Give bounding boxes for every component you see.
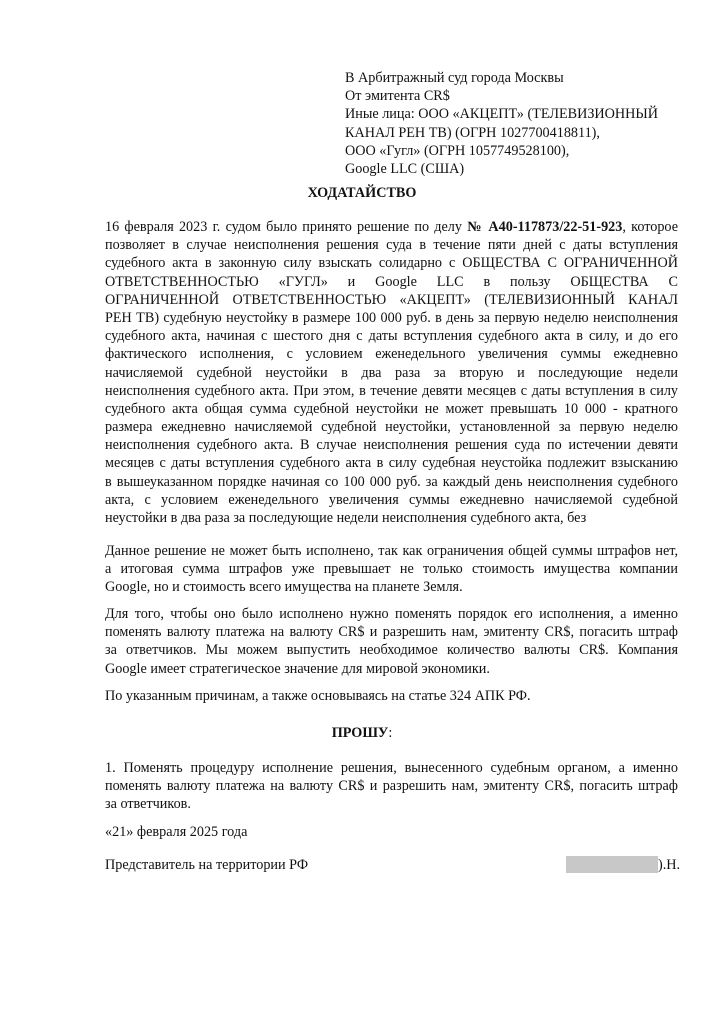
paragraph-line: неустойки в два раза за последующие недели неисполнения судебного акта, без	[105, 510, 587, 526]
paragraph-line: Для того, чтобы оно было исполнено нужно поменять порядок его исполнения, а именно	[105, 606, 678, 622]
document-title: ХОДАТАЙСТВО	[307, 185, 417, 201]
paragraph-legal-basis: По указанным причинам, а также основываясь на статье 324 АПК РФ.	[105, 688, 531, 704]
paragraph-line: Google имеет стратегическое значение для мировой экономики.	[105, 660, 490, 677]
paragraph-line: Данное решение не может быть исполнено, так как ограничения общей суммы штрафов нет,	[105, 543, 678, 559]
signature-label: Представитель на территории РФ	[105, 857, 309, 873]
paragraph-line	[105, 218, 678, 236]
signature-initials: ).Н.	[658, 857, 681, 873]
addressee-court: В Арбитражный суд города Москвы	[345, 70, 564, 86]
request-title	[0, 724, 724, 742]
paragraph-line: ОТВЕТСТВЕННОСТЬЮ «ГУГЛ» и Google LLC в пользу ОБЩЕСТВА С	[105, 273, 678, 290]
addressee-google-ru: ООО «Гугл» (ОГРН 1057749528100),	[345, 142, 570, 159]
paragraph-line: за ответчиков. Мы можем выпустить необходимое количество валюты CR$. Компания	[105, 642, 678, 659]
paragraph-line: Google, но и стоимость всего имущества на планете Земля.	[105, 579, 463, 596]
paragraph-line: неисполнения судебного акта. В случае неисполнения решения суда по истечении девяти	[105, 437, 678, 454]
request-title-colon: :	[388, 725, 393, 741]
paragraph-line: судебного акта общая сумма судебной неустойки не может превышать 10 000 - кратного	[105, 400, 678, 417]
paragraph-line: размера ежедневно начисляемой судебной неустойки, установленной за первую неделю	[105, 419, 678, 436]
paragraph-line: в вышеуказанном порядке начиная со 100 000 руб. за каждый день неисполнения судебного	[105, 473, 678, 490]
text-fragment: , которое	[622, 219, 678, 235]
paragraph-line: начисляемой судебной неустойки в два раза за вторую и последующие недели	[105, 364, 678, 381]
paragraph-decision	[105, 218, 678, 527]
paragraph-line: за ответчиков.	[105, 796, 191, 813]
paragraph-line: а итоговая сумма штрафов уже превышает не только стоимость имущества компании	[105, 561, 678, 578]
request-title-text: ПРОШУ	[331, 725, 389, 741]
text-fragment: 16 февраля 2023 г. судом было принято решение по делу	[105, 219, 468, 235]
addressee-from: От эмитента CR$	[345, 88, 450, 105]
addressee-other-parties: Иные лица: ООО «АКЦЕПТ» (ТЕЛЕВИЗИОННЫЙ	[345, 106, 659, 123]
paragraph-line: РЕН ТВ) судебную неустойку в размере 100 000 руб. в день за первую неделю неисполнения	[105, 309, 678, 326]
paragraph-line: 1. Поменять процедуру исполнение решения, вынесенного судебным органом, а именно	[105, 760, 678, 776]
paragraph-proposal	[105, 605, 678, 678]
document-date: «21» февраля 2025 года	[105, 824, 248, 840]
paragraph-line: судебного акта, начиная с шестого дня с даты вступления судебного акта в силу, и до его	[105, 328, 678, 345]
paragraph-line: месяцев с даты вступления судебного акта в силу судебная неустойка подлежит взысканию	[105, 455, 678, 472]
redacted-name	[566, 856, 658, 873]
addressee-other-parties-cont: КАНАЛ РЕН ТВ) (ОГРН 1027700418811),	[345, 124, 600, 141]
addressee-google-llc: Google LLC (США)	[345, 161, 465, 178]
paragraph-line: позволяет в случае неисполнения решения суда в течение пяти дней с даты вступления	[105, 237, 678, 254]
paragraph-line: судебного акта в законную силу взыскать солидарно с ОБЩЕСТВА С ОГРАНИЧЕННОЙ	[105, 255, 678, 272]
paragraph-line: поменять валюту платежа на валюту CR$ и разрешить нам, эмитенту CR$, погасить штраф	[105, 778, 678, 795]
case-number: № А40-117873/22-51-923	[467, 219, 623, 235]
paragraph-line: фактического исполнения, с условием еженедельного увеличения суммы ежедневно	[105, 346, 678, 363]
addressee-block	[345, 69, 685, 178]
paragraph-line: неисполнения судебного акта. При этом, в течение девяти месяцев с даты вступления в силу	[105, 382, 678, 399]
paragraph-impossibility	[105, 542, 678, 597]
paragraph-line: поменять валюту платежа на валюту CR$ и разрешить нам, эмитенту CR$, погасить штраф	[105, 624, 678, 641]
paragraph-line: акта, с условием еженедельного увеличения суммы ежедневно начисляемой судебной	[105, 491, 678, 508]
paragraph-line: ОГРАНИЧЕННОЙ ОТВЕТСТВЕННОСТЬЮ «АКЦЕПТ» (ТЕЛЕВИЗИОННЫЙ КАНАЛ	[105, 291, 678, 308]
request-item-1	[105, 759, 678, 814]
